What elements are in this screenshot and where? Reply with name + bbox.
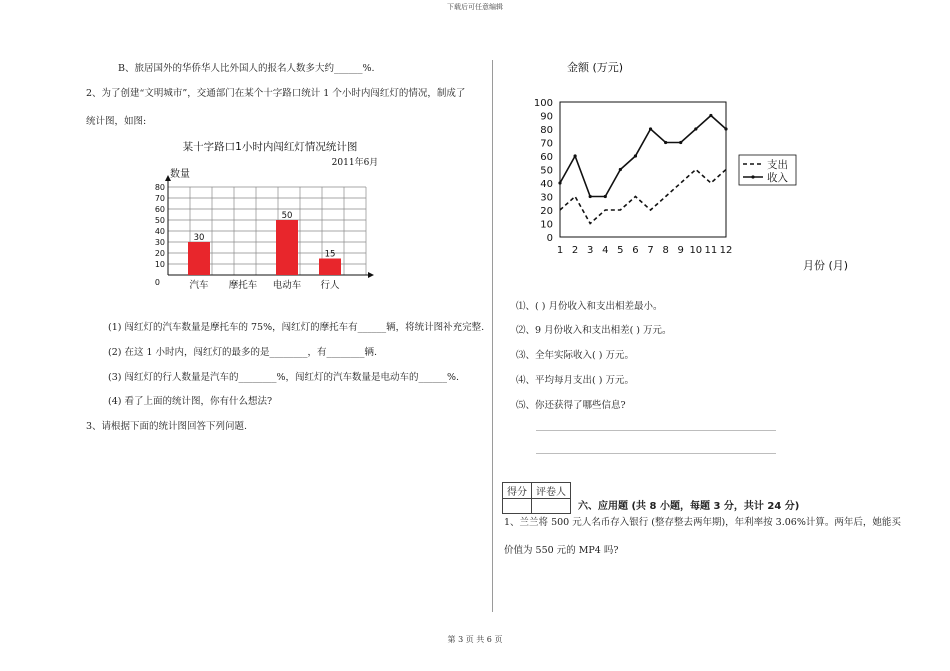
column-divider [492, 60, 493, 612]
line-chart-xlabel: 月份 (月) [803, 259, 849, 272]
line-x-tick-label: 8 [662, 245, 669, 256]
line-y-tick-label: 50 [540, 165, 553, 177]
line-y-tick-label: 80 [540, 125, 553, 136]
reviewer-label: 评卷人 [532, 483, 571, 499]
bar-y-tick-label: 50 [154, 216, 165, 225]
line-chart-frame [560, 102, 726, 237]
sub-question-3: (3) 闯红灯的行人数量是汽车的________%，闯红灯的汽车数量是电动车的______%. [108, 372, 460, 383]
series-point [573, 154, 576, 157]
series-point [724, 127, 727, 130]
series-point [649, 127, 652, 130]
bar-1 [188, 242, 210, 275]
bar-y-tick-label: 60 [154, 205, 165, 214]
bar-category-label: 行人 [320, 280, 340, 291]
score-table [502, 482, 571, 514]
line-y-tick-label: 10 [540, 219, 553, 231]
line-x-tick-label: 11 [704, 245, 718, 256]
line-y-tick-label: 30 [540, 192, 553, 204]
series-point [604, 195, 607, 198]
series-line-1 [560, 170, 726, 224]
bar-category-label: 汽车 [189, 280, 209, 291]
series-point [694, 127, 697, 130]
bar-category-label: 电动车 [272, 280, 302, 291]
bar-chart-subtitle: 2011年6月 [331, 158, 379, 168]
page-header: 下载后可任意编辑 [447, 3, 503, 11]
right-question-2: ⑵、9 月份收入和支出相差( ) 万元。 [516, 325, 672, 336]
line-chart-ylabel: 金额 (万元) [567, 61, 624, 74]
series-line-2 [560, 116, 726, 197]
bar-data-label: 30 [193, 233, 205, 243]
line-x-tick-label: 7 [647, 245, 654, 256]
application-question-1-cont: 价值为 550 元的 MP4 吗? [504, 545, 619, 556]
section-title: 六、应用题 (共 8 小题，每题 3 分，共计 24 分) [578, 501, 800, 512]
question-3-text: 3、请根据下面的统计图回答下列问题. [86, 421, 248, 432]
right-question-4: ⑷、平均每月支出( ) 万元。 [516, 375, 634, 386]
bar-y-tick-label: 20 [154, 249, 165, 258]
page-footer: 第 3 页 共 6 页 [447, 635, 503, 644]
legend-swatch-point [751, 175, 754, 178]
sub-question-4: (4) 看了上面的统计图，你有什么想法? [108, 396, 273, 407]
line-x-tick-label: 2 [571, 245, 579, 256]
question-2-text-cont: 统计图，如图: [86, 116, 147, 127]
line-y-tick-label: 60 [540, 152, 553, 163]
bar-y-tick-label: 40 [154, 227, 165, 236]
bar-y-tick-label: 30 [154, 238, 165, 247]
series-point [589, 195, 592, 198]
legend-label-2: 收入 [767, 172, 788, 184]
line-x-tick-label: 9 [677, 245, 684, 256]
line-y-tick-label: 0 [546, 233, 553, 244]
bar-4 [319, 259, 341, 276]
right-question-3: ⑶、全年实际收入( ) 万元。 [516, 350, 634, 361]
bar-data-label: 50 [281, 211, 293, 221]
line-x-tick-label: 5 [617, 245, 624, 256]
application-question-1: 1、兰兰将 500 元人名币存入银行 (整存整去两年期)，年利率按 3.06%计算。两年后，她能买 [504, 517, 901, 528]
line-x-tick-label: 4 [602, 245, 609, 256]
bar-data-label: 15 [324, 249, 336, 260]
bar-y-tick-label: 10 [154, 260, 165, 269]
answer-line-1[interactable] [536, 430, 776, 431]
legend-label-1: 支出 [767, 159, 788, 171]
series-point [679, 141, 682, 144]
line-y-tick-label: 20 [540, 206, 553, 217]
series-point [558, 181, 561, 184]
series-point [664, 141, 667, 144]
bar-chart [140, 135, 410, 295]
score-cell[interactable] [503, 499, 532, 514]
line-x-tick-label: 6 [632, 245, 639, 256]
bar-category-label: 摩托车 [228, 280, 258, 291]
series-point [619, 168, 622, 171]
line-y-tick-label: 90 [540, 111, 553, 123]
line-x-tick-label: 3 [586, 245, 594, 256]
bar-x-axis-arrow [368, 272, 374, 278]
bar-3 [276, 220, 298, 275]
series-point [709, 114, 712, 117]
line-x-tick-label: 12 [719, 245, 733, 256]
sub-question-1: (1) 闯红灯的汽车数量是摩托车的 75%，闯红灯的摩托车有______辆，将统计图补充完整. [108, 322, 485, 333]
bar-y-tick-label: 0 [154, 278, 160, 287]
line-chart [525, 55, 865, 280]
bar-chart-title: 某十字路口1小时内闯红灯情况统计图 [182, 141, 358, 153]
line-y-tick-label: 40 [540, 179, 553, 190]
question-b-text: B、旅居国外的华侨华人比外国人的报名人数多大约______%. [118, 63, 375, 74]
line-y-tick-label: 70 [540, 138, 553, 150]
bar-y-tick-label: 80 [154, 183, 165, 192]
bar-chart-ylabel: 数量 [170, 169, 190, 180]
answer-line-2[interactable] [536, 453, 776, 454]
line-x-tick-label: 10 [689, 245, 703, 256]
series-point [634, 154, 637, 157]
reviewer-cell[interactable] [532, 499, 571, 514]
right-question-5: ⑸、你还获得了哪些信息? [516, 400, 626, 411]
score-label: 得分 [503, 483, 532, 499]
bar-y-tick-label: 70 [154, 194, 165, 203]
question-2-text: 2、为了创建“文明城市”，交通部门在某个十字路口统计 1 个小时内闯红灯的情况，制成了 [86, 88, 466, 99]
line-y-tick-label: 100 [533, 98, 553, 109]
sub-question-2: (2) 在这 1 小时内，闯红灯的最多的是________，有________辆. [108, 347, 378, 358]
right-question-1: ⑴、( ) 月份收入和支出相差最小。 [516, 301, 663, 312]
line-x-tick-label: 1 [556, 245, 564, 256]
